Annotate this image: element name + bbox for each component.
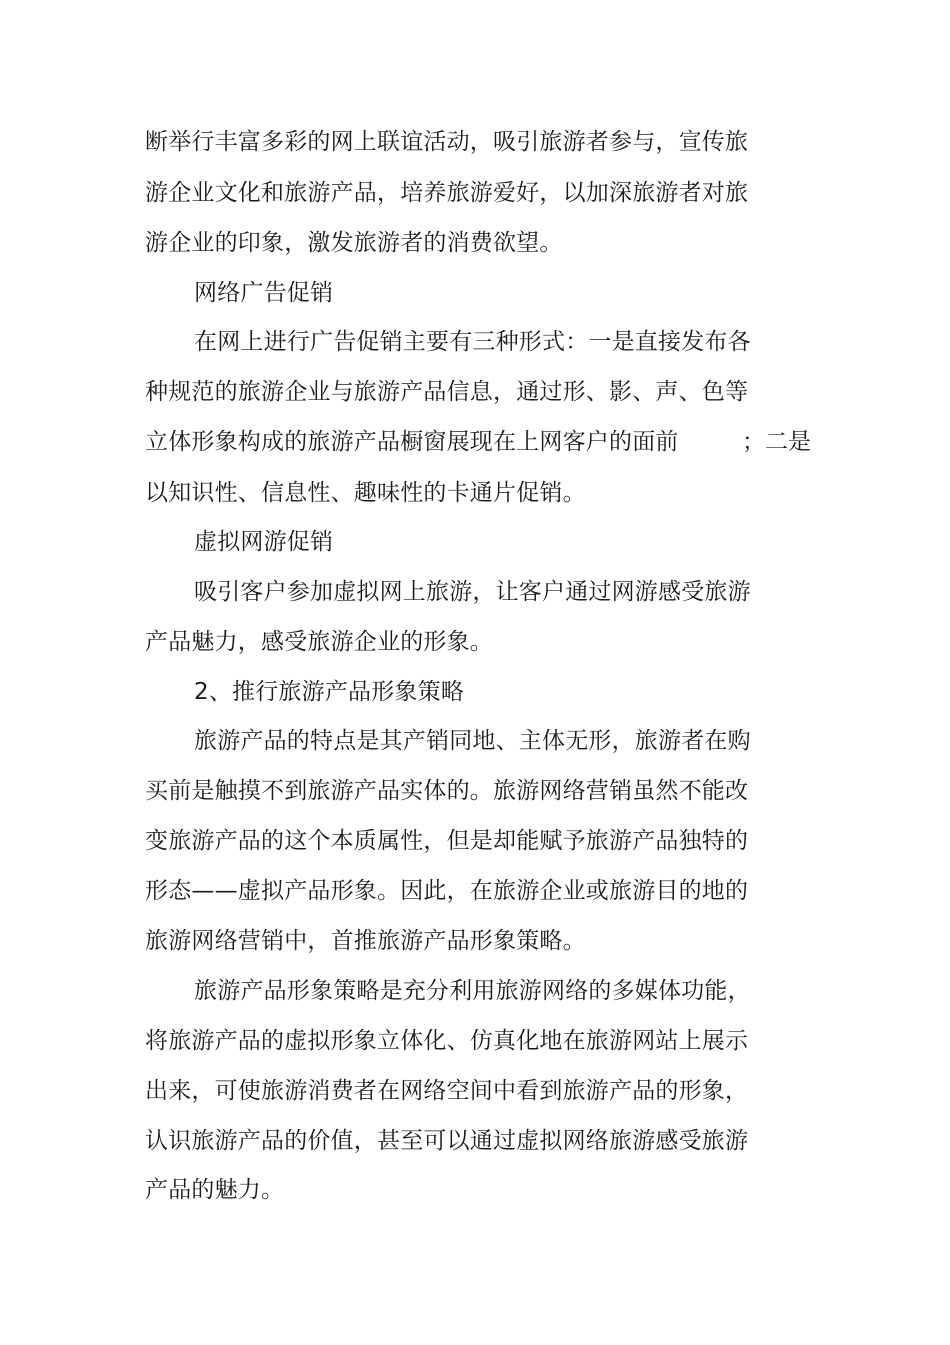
paragraph-line: 立体形象构成的旅游产品橱窗展现在上网客户的面前 [145,429,679,455]
paragraph-line: 种规范的旅游企业与旅游产品信息，通过形、影、声、色等 [145,379,749,405]
section-heading: 虚拟网游促销 [194,529,334,555]
paragraph-line: 游企业文化和旅游产品，培养旅游爱好，以加深旅游者对旅 [145,180,749,206]
paragraph-line: 以知识性、信息性、趣味性的卡通片促销。 [145,480,586,506]
section-heading: 网络广告促销 [194,280,334,306]
paragraph-line: 旅游产品的特点是其产销同地、主体无形，旅游者在购 [194,728,751,754]
paragraph-line: 旅游网络营销中，首推旅游产品形象策略。 [145,928,586,954]
paragraph-line: 认识旅游产品的价值，甚至可以通过虚拟网络旅游感受旅游 [145,1128,749,1154]
paragraph-line-tail: ；二是 [742,429,811,455]
paragraph-line: 在网上进行广告促销主要有三种形式：一是直接发布各 [194,329,751,355]
paragraph-line: 变旅游产品的这个本质属性，但是却能赋予旅游产品独特的 [145,828,749,854]
paragraph-line: 产品魅力，感受旅游企业的形象。 [145,629,493,655]
paragraph-line: 买前是触摸不到旅游产品实体的。旅游网络营销虽然不能改 [145,778,749,804]
paragraph-line: 断举行丰富多彩的网上联谊活动，吸引旅游者参与，宣传旅 [145,129,749,155]
paragraph-line: 出来，可使旅游消费者在网络空间中看到旅游产品的形象， [145,1078,749,1104]
paragraph-line: 产品的魅力。 [145,1177,285,1203]
paragraph-line: 将旅游产品的虚拟形象立体化、仿真化地在旅游网站上展示 [145,1028,749,1054]
paragraph-line: 形态——虚拟产品形象。因此，在旅游企业或旅游目的地的 [145,878,749,904]
paragraph-line: 旅游产品形象策略是充分利用旅游网络的多媒体功能， [194,978,751,1004]
section-heading: 2、推行旅游产品形象策略 [194,679,465,705]
paragraph-line: 游企业的印象，激发旅游者的消费欲望。 [145,230,563,256]
paragraph-line: 吸引客户参加虚拟网上旅游，让客户通过网游感受旅游 [194,579,751,605]
